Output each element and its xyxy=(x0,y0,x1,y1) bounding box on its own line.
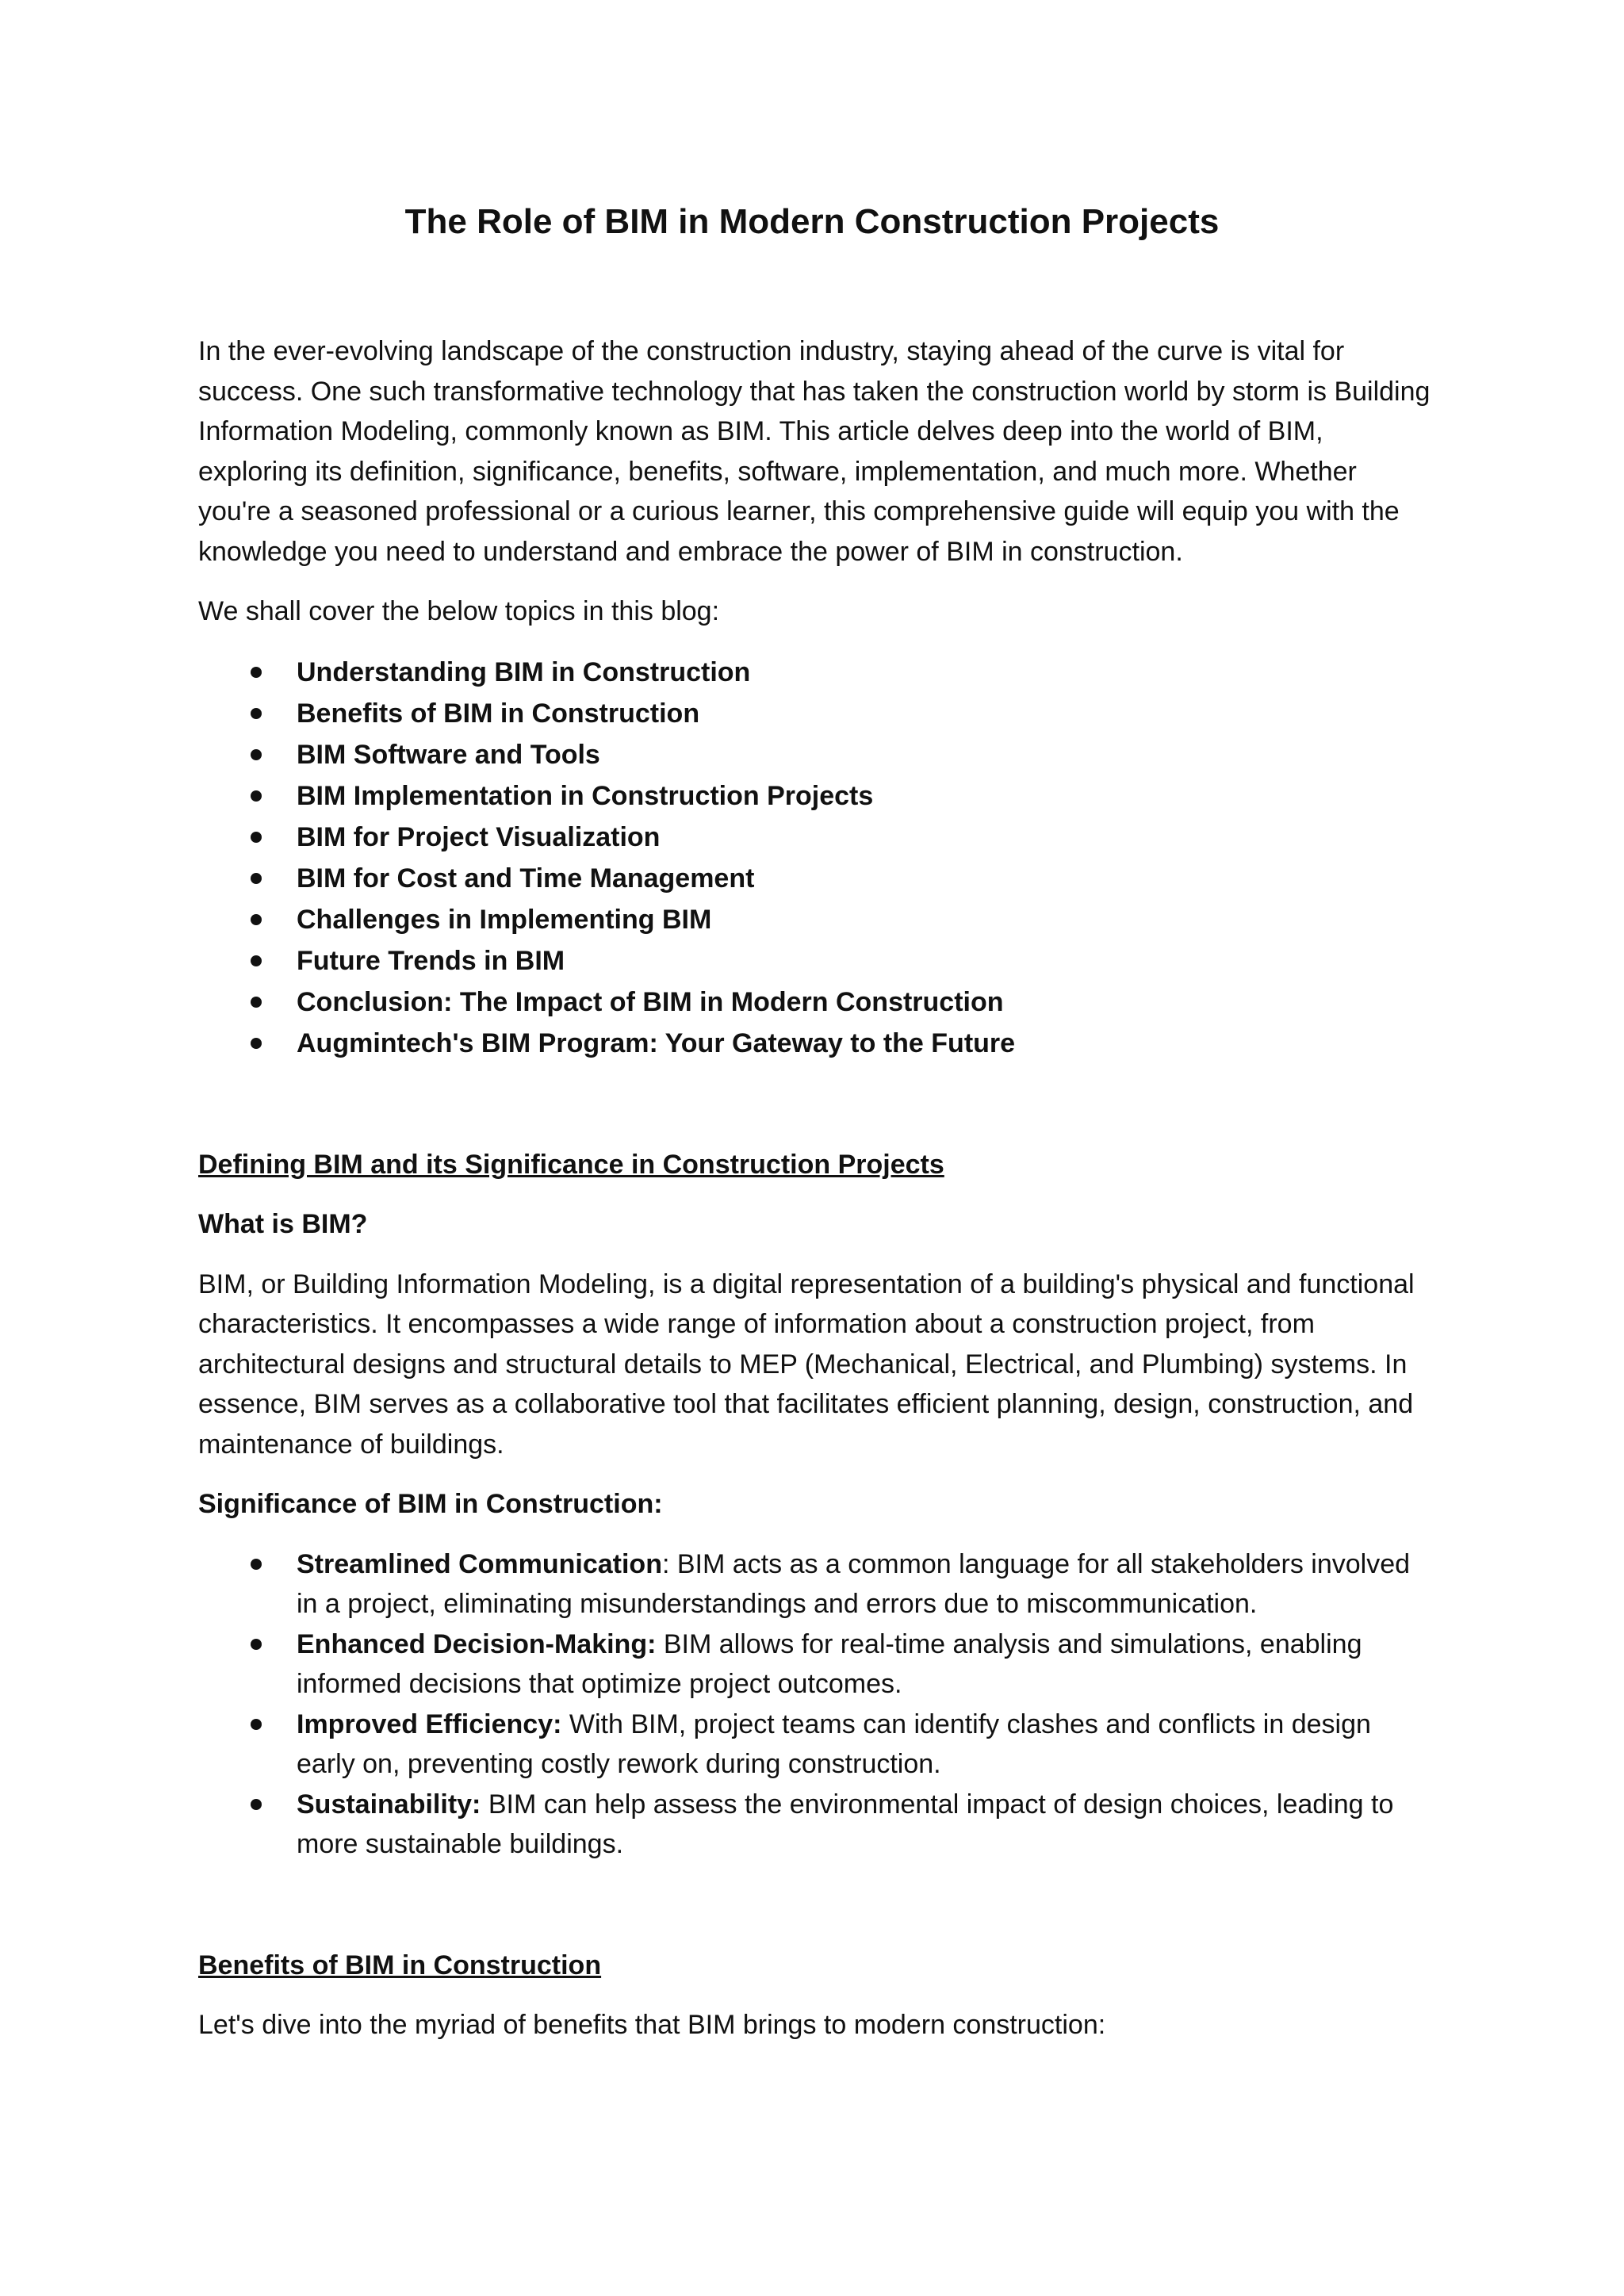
document-body xyxy=(198,331,1435,2045)
bullet-icon xyxy=(251,790,262,802)
list-item xyxy=(198,1785,1435,1865)
list-item xyxy=(198,775,1435,817)
item-term: Improved Efficiency: xyxy=(297,1709,562,1739)
item-text: BIM allows for real-time analysis and simulations, enabling informed decisions that optimize project outcomes. xyxy=(297,1628,1362,1699)
topics-list xyxy=(198,652,1435,1064)
list-item xyxy=(198,858,1435,899)
section-heading-defining-bim: Defining BIM and its Significance in Construction Projects xyxy=(198,1149,944,1180)
list-item xyxy=(198,693,1435,734)
list-item xyxy=(198,940,1435,982)
list-item xyxy=(198,1624,1435,1705)
item-separator: : xyxy=(661,1548,677,1579)
bullet-icon xyxy=(251,1559,262,1570)
list-item xyxy=(198,1705,1435,1785)
topic-label: Conclusion: The Impact of BIM in Modern Construction xyxy=(297,986,1004,1017)
benefits-intro-paragraph: Let's dive into the myriad of benefits that BIM brings to modern construction: xyxy=(198,2010,1106,2040)
bullet-icon xyxy=(251,667,262,678)
topic-label: BIM for Cost and Time Management xyxy=(297,863,755,894)
item-separator xyxy=(656,1629,663,1659)
bullet-icon xyxy=(251,1719,262,1730)
item-text: With BIM, project teams can identify clashes and conflicts in design early on, preventing costly rework during construction. xyxy=(297,1709,1371,1779)
bullet-icon xyxy=(251,997,262,1008)
list-item xyxy=(198,1023,1435,1064)
bullet-icon xyxy=(251,1639,262,1650)
subheading-significance: Significance of BIM in Construction: xyxy=(198,1489,663,1519)
item-term: Streamlined Communication xyxy=(297,1548,662,1579)
significance-list xyxy=(198,1544,1435,1865)
bullet-icon xyxy=(251,1038,262,1049)
item-text: BIM can help assess the environmental impact of design choices, leading to more sustainable buildings. xyxy=(297,1789,1394,1859)
bullet-icon xyxy=(251,955,262,966)
topic-label: Augmintech's BIM Program: Your Gateway to the Future xyxy=(297,1027,1016,1058)
bullet-icon xyxy=(251,749,262,760)
list-item xyxy=(198,899,1435,940)
topic-label: Challenges in Implementing BIM xyxy=(297,904,712,935)
bullet-icon xyxy=(251,832,262,843)
item-separator xyxy=(481,1789,488,1820)
topics-lead: We shall cover the below topics in this blog: xyxy=(198,596,720,626)
what-is-bim-paragraph: BIM, or Building Information Modeling, is a digital representation of a building's physical and functional characteristics. It encompasses a wide range of information about a construction project, from architectural designs and structural details to MEP (Mechanical, Electrical, and Plumbing) systems. In essence, BIM serves as a collaborative tool that facilitates efficient planning, design, construction, and maintenance of buildings. xyxy=(198,1269,1415,1460)
list-item xyxy=(198,982,1435,1023)
topic-label: BIM Software and Tools xyxy=(297,739,600,770)
topic-label: BIM for Project Visualization xyxy=(297,821,661,852)
bullet-icon xyxy=(251,1799,262,1810)
topic-label: BIM Implementation in Construction Projects xyxy=(297,780,874,811)
list-item xyxy=(198,1544,1435,1624)
intro-paragraph: In the ever-evolving landscape of the construction industry, staying ahead of the curve is vital for success. One such transformative technology that has taken the construction world by storm is Building Information Modeling, commonly known as BIM. This article delves deep into the world of BIM, exploring its definition, significance, benefits, software, implementation, and much more. Whether you're a seasoned professional or a curious learner, this comprehensive guide will equip you with the knowledge you need to understand and embrace the power of BIM in construction. xyxy=(198,336,1431,567)
item-separator xyxy=(561,1709,569,1739)
item-text: BIM acts as a common language for all stakeholders involved in a project, eliminating misunderstandings and errors due to miscommunication. xyxy=(297,1548,1411,1619)
document-title: The Role of BIM in Modern Construction Projects xyxy=(404,202,1220,241)
topic-label: Benefits of BIM in Construction xyxy=(297,698,700,729)
topic-label: Future Trends in BIM xyxy=(297,945,565,976)
bullet-icon xyxy=(251,873,262,884)
subheading-what-is-bim: What is BIM? xyxy=(198,1209,368,1239)
item-term: Enhanced Decision-Making: xyxy=(297,1628,657,1659)
topic-label: Understanding BIM in Construction xyxy=(297,656,751,687)
list-item xyxy=(198,817,1435,858)
section-heading-benefits: Benefits of BIM in Construction xyxy=(198,1950,602,1980)
list-item xyxy=(198,652,1435,693)
item-term: Sustainability: xyxy=(297,1789,481,1820)
bullet-icon xyxy=(251,708,262,719)
bullet-icon xyxy=(251,914,262,925)
list-item xyxy=(198,734,1435,775)
